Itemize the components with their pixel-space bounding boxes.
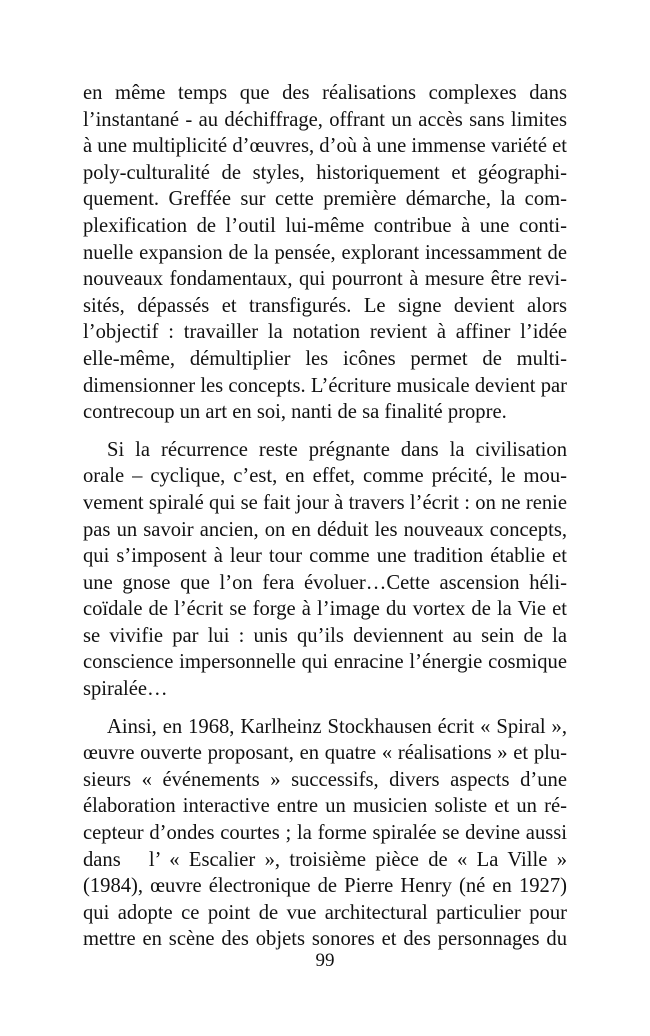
text-line: Ainsi, en 1968, Karlheinz Stockhausen écrit « Spiral », — [107, 715, 567, 738]
text-line: qui s’imposent à leur tour comme une tradition établie et — [83, 545, 567, 568]
body-text — [83, 80, 567, 953]
paragraph-2 — [83, 437, 567, 703]
text-line: plexification de l’outil lui-même contribue à une conti- — [83, 214, 567, 237]
text-line: quement. Greffée sur cette première démarche, la com- — [83, 188, 567, 211]
text-line: contrecoup un art en soi, nanti de sa finalité propre. — [83, 401, 507, 424]
text-line: conscience impersonnelle qui enracine l’énergie cosmique — [83, 651, 567, 674]
text-line: en même temps que des réalisations complexes dans — [83, 82, 567, 104]
text-line: se vivifie par lui : unis qu’ils deviennent au sein de la — [83, 624, 567, 647]
text-line: (1984), œuvre électronique de Pierre Henry (né en 1927) — [83, 875, 567, 898]
paragraph-3 — [83, 714, 567, 953]
text-line: mettre en scène des objets sonores et des personnages du — [83, 928, 567, 951]
text-line: Si la récurrence reste prégnante dans la civilisation — [107, 438, 567, 461]
paragraph-1 — [83, 80, 567, 426]
text-line: à une multiplicité d’œuvres, d’où à une immense variété et — [83, 135, 567, 158]
text-line: l’objectif : travailler la notation revient à affiner l’idée — [83, 321, 567, 344]
text-line: sieurs « événements » successifs, divers aspects d’une — [83, 768, 567, 791]
text-line: pas un savoir ancien, on en déduit les nouveaux concepts, — [83, 518, 567, 541]
text-line: dans l’ « Escalier », troisième pièce de « La Ville » — [83, 848, 567, 871]
text-line: cepteur d’ondes courtes ; la forme spiralée se devine aussi — [83, 822, 567, 845]
text-line: nuelle expansion de la pensée, explorant incessamment de — [83, 241, 567, 264]
text-line: une gnose que l’on fera évoluer…Cette ascension héli- — [83, 571, 567, 594]
text-line: elle-même, démultiplier les icônes permet de multi- — [83, 347, 567, 370]
text-line: dimensionner les concepts. L’écriture musicale devient par — [83, 374, 567, 397]
text-line: nouveaux fondamentaux, qui pourront à mesure être revi- — [83, 268, 567, 291]
text-line: vement spiralé qui se fait jour à travers l’écrit : on ne renie — [83, 491, 567, 514]
text-line: l’instantané - au déchiffrage, offrant un accès sans limites — [83, 108, 567, 131]
text-line: élaboration interactive entre un musicien soliste et un ré- — [83, 795, 567, 818]
text-line: poly-culturalité de styles, historiquement et géographi- — [83, 161, 567, 184]
page-number: 99 — [315, 950, 335, 971]
text-line: œuvre ouverte proposant, en quatre « réalisations » et plu- — [83, 742, 567, 765]
text-line: spiralée… — [83, 678, 168, 701]
text-line: sités, dépassés et transfigurés. Le signe devient alors — [83, 294, 567, 317]
text-line: orale – cyclique, c’est, en effet, comme précité, le mou- — [83, 465, 567, 488]
text-line: qui adopte ce point de vue architectural particulier pour — [83, 901, 567, 924]
text-line: coïdale de l’écrit se forge à l’image du vortex de la Vie et — [83, 598, 567, 621]
